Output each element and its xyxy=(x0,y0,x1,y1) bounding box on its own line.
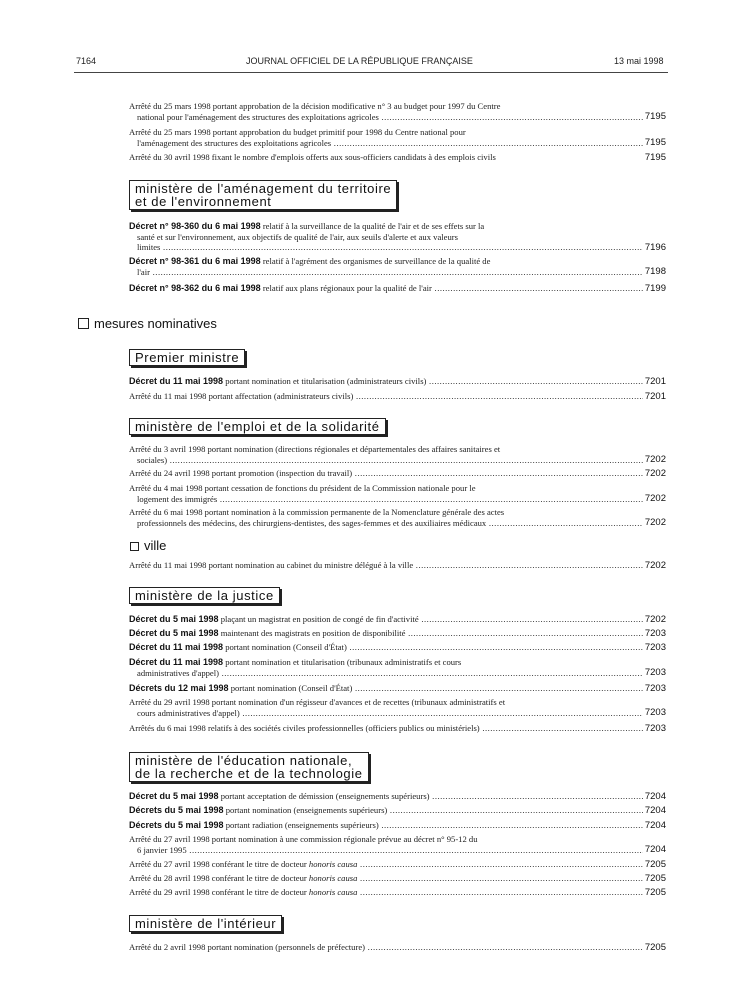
list-item: Arrêté du 4 mai 1998 portant cessation de fonctions du président de la Commission nationale pour le logement des immigrés ..... 7202 xyxy=(129,483,666,504)
list-item: Arrêté du 2 avril 1998 portant nomination (personnels de préfecture) ..... 7205 xyxy=(129,942,666,953)
page-ref: 7202 xyxy=(644,560,666,571)
list-item: Décrets du 5 mai 1998 portant nomination (enseignements supérieurs) ..... 7204 xyxy=(129,805,666,816)
list-item: Décret du 5 mai 1998 portant acceptation de démission (enseignements supérieurs) ..... 7204 xyxy=(129,791,666,802)
page-ref: 7204 xyxy=(644,805,666,816)
ministry-heading-amenagement: ministère de l'aménagement du territoire et de l'environnement xyxy=(129,180,397,210)
list-item: Arrêtés du 6 mai 1998 relatifs à des sociétés civiles professionnelles (officiers publics ou ministériels) ..... 7203 xyxy=(129,723,666,734)
list-item: Décret n° 98-360 du 6 mai 1998 relatif à la surveillance de la qualité de l'air et de ses effets sur la santé et sur l'environnement, aux objectifs de qualité de l'air, aux seuils d'alerte et aux valeurs limites ..... 7196 xyxy=(129,221,666,253)
page-ref: 7205 xyxy=(644,942,666,953)
page-ref: 7203 xyxy=(644,707,666,718)
list-item: Décret du 5 mai 1998 plaçant un magistrat en position de congé de fin d'activité ..... 7202 xyxy=(129,614,666,625)
list-item: Arrêté du 6 mai 1998 portant nomination à la commission permanente de la Nomenclature générale des actes professionnels des médecins, des chirurgiens-dentistes, des sages-femmes et des auxiliaires médicaux ..... 7202 xyxy=(129,507,666,528)
list-item: Arrêté du 29 avril 1998 portant nomination d'un régisseur d'avances et de recettes (tribunaux administratifs et cours administratives d'appel) ..... 7203 xyxy=(129,697,666,718)
page-ref: 7204 xyxy=(644,844,666,855)
page-ref: 7203 xyxy=(644,683,666,694)
page-ref: 7202 xyxy=(644,454,666,465)
list-item: Décrets du 12 mai 1998 portant nomination (Conseil d'État) ..... 7203 xyxy=(129,683,666,694)
list-item: Décret n° 98-361 du 6 mai 1998 relatif à l'agrément des organismes de surveillance de la qualité de l'air ..... 7198 xyxy=(129,256,666,277)
list-item: Décret du 11 mai 1998 portant nomination et titularisation (tribunaux administratifs et cours administratives d'appel) ..... 7203 xyxy=(129,657,666,678)
list-item: Arrêté du 11 mai 1998 portant nomination au cabinet du ministre délégué à la ville ..... 7202 xyxy=(129,560,666,571)
list-item: Décrets du 5 mai 1998 portant radiation (enseignements supérieurs) ..... 7204 xyxy=(129,820,666,831)
ministry-heading-interieur: ministère de l'intérieur xyxy=(129,915,282,932)
subsection-title-ville: ville xyxy=(130,538,166,553)
list-item: Décret du 5 mai 1998 maintenant des magistrats en position de disponibilité ..... 7203 xyxy=(129,628,666,639)
page-ref: 7195 xyxy=(644,137,666,148)
page-ref: 7203 xyxy=(644,723,666,734)
list-item: Arrêté du 30 avril 1998 fixant le nombre d'emplois offerts aux sous-officiers candidats à des emplois civils 7195 xyxy=(129,152,666,163)
page-ref: 7195 xyxy=(644,152,666,163)
page-ref: 7202 xyxy=(644,517,666,528)
page-ref: 7205 xyxy=(644,859,666,870)
ministry-heading-justice: ministère de la justice xyxy=(129,587,280,604)
page-ref: 7202 xyxy=(644,468,666,479)
page-ref: 7201 xyxy=(644,391,666,402)
list-item: Arrêté du 28 avril 1998 conférant le titre de docteur honoris causa ..... 7205 xyxy=(129,873,666,884)
page-ref: 7195 xyxy=(644,111,666,122)
header-rule xyxy=(74,72,668,73)
page-ref: 7199 xyxy=(644,283,666,294)
page-ref: 7196 xyxy=(644,242,666,253)
page-ref: 7198 xyxy=(644,266,666,277)
list-item: Arrêté du 3 avril 1998 portant nomination (directions régionales et départementales des affaires sanitaires et sociales) ..... 7202 xyxy=(129,444,666,465)
list-item: Arrêté du 29 avril 1998 conférant le titre de docteur honoris causa ..... 7205 xyxy=(129,887,666,898)
list-item: Arrêté du 27 avril 1998 conférant le titre de docteur honoris causa ..... 7205 xyxy=(129,859,666,870)
list-item: Décret du 11 mai 1998 portant nomination et titularisation (administrateurs civils) ..... 7201 xyxy=(129,376,666,387)
list-item: Arrêté du 25 mars 1998 portant approbation de la décision modificative n° 3 au budget pour 1997 du Centre national pour l'aménagement des structures des exploitations agricoles ..... 7195 xyxy=(129,101,666,122)
page-ref: 7204 xyxy=(644,791,666,802)
list-item: Arrêté du 11 mai 1998 portant affectation (administrateurs civils) ..... 7201 xyxy=(129,391,666,402)
list-item: Arrêté du 25 mars 1998 portant approbation du budget primitif pour 1998 du Centre national pour l'aménagement des structures des exploitations agricoles ..... 7195 xyxy=(129,127,666,148)
page-ref: 7201 xyxy=(644,376,666,387)
list-item: Arrêté du 24 avril 1998 portant promotion (inspection du travail) ..... 7202 xyxy=(129,468,666,479)
page-ref: 7204 xyxy=(644,820,666,831)
journal-title: JOURNAL OFFICIEL DE LA RÉPUBLIQUE FRANÇAISE xyxy=(246,56,473,66)
ministry-heading-education: ministère de l'éducation nationale, de la recherche et de la technologie xyxy=(129,752,369,782)
page-ref: 7202 xyxy=(644,493,666,504)
page-ref: 7202 xyxy=(644,614,666,625)
page-ref: 7203 xyxy=(644,667,666,678)
page-ref: 7203 xyxy=(644,642,666,653)
page-ref: 7203 xyxy=(644,628,666,639)
ministry-heading-premier-ministre: Premier ministre xyxy=(129,349,245,366)
list-item: Arrêté du 27 avril 1998 portant nomination à une commission régionale prévue au décret n° 95-12 du 6 janvier 1995 ..... 7204 xyxy=(129,834,666,855)
page-ref: 7205 xyxy=(644,873,666,884)
ministry-heading-emploi: ministère de l'emploi et de la solidarité xyxy=(129,418,386,435)
page-ref: 7205 xyxy=(644,887,666,898)
checkbox-square-icon xyxy=(130,542,139,551)
checkbox-square-icon xyxy=(78,318,89,329)
list-item: Décret n° 98-362 du 6 mai 1998 relatif aux plans régionaux pour la qualité de l'air ..... 7199 xyxy=(129,283,666,294)
issue-date: 13 mai 1998 xyxy=(614,56,664,66)
page-number: 7164 xyxy=(76,56,97,66)
section-title-mesures-nominatives: mesures nominatives xyxy=(78,316,217,331)
list-item: Décret du 11 mai 1998 portant nomination (Conseil d'État) ..... 7203 xyxy=(129,642,666,653)
